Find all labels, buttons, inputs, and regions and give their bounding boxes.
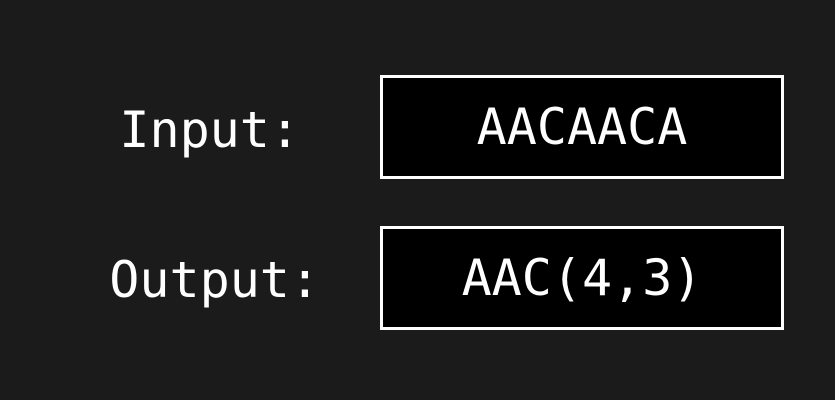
output-value-box bbox=[380, 226, 784, 330]
output-value: AAC(4,3) bbox=[461, 249, 703, 307]
input-value: AACAACA bbox=[476, 98, 688, 156]
input-value-box bbox=[380, 75, 784, 179]
output-label: Output: bbox=[109, 251, 320, 309]
input-label: Input: bbox=[119, 101, 300, 159]
